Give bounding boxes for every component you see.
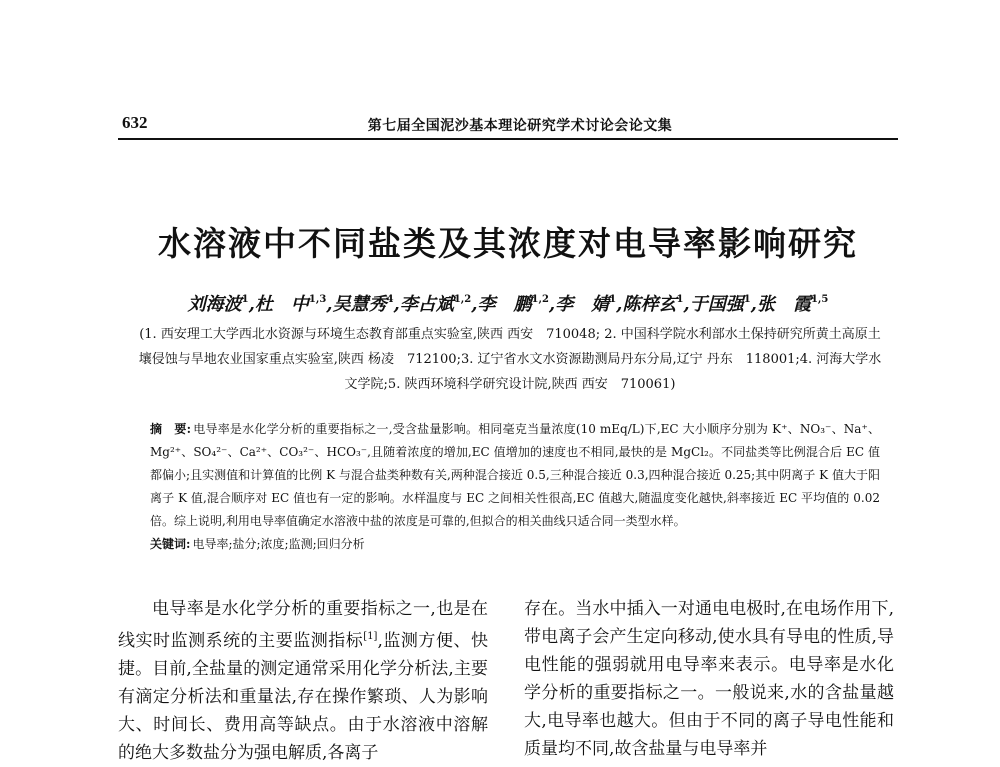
author bbox=[622, 294, 683, 315]
author bbox=[757, 294, 828, 315]
author-name: 李 婧 bbox=[555, 294, 610, 315]
author-list: 刘海波$^1$,杜 中$^{1,3}$,吴慧秀$^4$,李占斌$^{1,2}$,李 鹏$^{1,2}$,李 婧$^1$,陈梓玄$^1$,于国强$^1$,张 霞$^{1,5}$ bbox=[187, 294, 829, 315]
author-affiliation-mark: 1,5 bbox=[810, 294, 829, 305]
page-number: 632 bbox=[122, 113, 148, 132]
author-affiliation-mark: 1,3 bbox=[308, 294, 327, 305]
author-name: 杜 中 bbox=[254, 294, 309, 315]
author bbox=[333, 294, 394, 315]
author-affiliation-mark: 1 bbox=[241, 294, 249, 305]
keywords-text: 电导率;盐分;浓度;监测;回归分析 bbox=[192, 537, 365, 551]
citation-reference: [1] bbox=[363, 631, 378, 642]
author-name: 吴慧秀 bbox=[332, 294, 387, 315]
affiliations: (1. 西安理工大学西北水资源与环境生态教育部重点实验室,陕西 西安 710048; 2. 中国科学院水利部水土保持研究所黄土高原土壤侵蚀与旱地农业国家重点实验室,陕西 杨凌 712100;3. 辽宁省水文水资源勘测局丹东分局,辽宁 丹东 118001;4. 河海大学水文学院;5. 陕西环境科学研究设计院,陕西 西安 710061) bbox=[138, 327, 882, 392]
author-name: 刘海波 bbox=[187, 294, 242, 315]
author bbox=[400, 294, 471, 315]
body-text: ,监测方便、快捷。目前,全盐量的测定通常采用化学分析法,主要有滴定分析法和重量法,存在操作繁琐、人为影响大、时间长、费用高等缺点。由于水溶液中溶解的绝大多数盐分为强电解质,各离子 bbox=[118, 631, 488, 763]
author-affiliation-mark: 1 bbox=[676, 294, 684, 305]
body-column-left bbox=[118, 595, 488, 767]
body-text: 电导率是水化学分析的重要指标之一,也是在线实时监测系统的主要监测指标 bbox=[118, 599, 488, 651]
abstract-text: 电导率是水化学分析的重要指标之一,受含盐量影响。相同毫克当量浓度(10 mEq/L)下,EC 大小顺序分别为 K⁺、NO₃⁻、Na⁺、Mg²⁺、SO₄²⁻、Ca²⁺、CO₃²⁻、HCO₃⁻,且随着浓度的增加,EC 值增加的速度也不相同,最快的是 MgCl₂。不同盐类等比例混合后 EC 值都偏小;且实测值和计算值的比例 K 与混合盐类种数有关,两种混合接近 0.5,三种混合接近 0.3,四种混合接近 0.25;其中阴离子 K 值大于阳离子 K 值,混合顺序对 EC 值也有一定的影响。水样温度与 EC 之间相关性很高,EC 值越大,随温度变化越快,斜率接近 EC 平均值的 0.02 倍。综上说明,利用电导率值确定水溶液中盐的浓度是可靠的,但拟合的相关曲线只适合同一类型水样。 bbox=[150, 422, 880, 528]
header-rule bbox=[118, 138, 898, 140]
author-affiliation-mark: 4 bbox=[386, 294, 394, 305]
author-name: 张 霞 bbox=[756, 294, 811, 315]
running-header: 第七届全国泥沙基本理论研究学术讨论会论文集 bbox=[367, 118, 673, 134]
keywords bbox=[150, 533, 880, 556]
author bbox=[188, 294, 249, 315]
paper-title: 水溶液中不同盐类及其浓度对电导率影响研究 bbox=[158, 224, 858, 263]
body-column-right: 存在。当水中插入一对通电电极时,在电场作用下,带电离子会产生定向移动,使水具有导电的性质,导电性能的强弱就用电导率来表示。电导率是水化学分析的重要指标之一。一般说来,水的含盐量越大,电导率也越大。但由于不同的离子导电性能和质量均不同,故含盐量与电导率并 bbox=[524, 599, 894, 759]
author-affiliation-mark: 1 bbox=[743, 294, 751, 305]
author-name: 李占斌 bbox=[399, 294, 454, 315]
author-name: 于国强 bbox=[689, 294, 744, 315]
author bbox=[255, 294, 326, 315]
abstract-paragraph bbox=[150, 418, 880, 533]
author-affiliation-mark: 1,2 bbox=[531, 294, 549, 305]
author-affiliation-mark: 1,2 bbox=[453, 294, 472, 305]
author-affiliation-mark: 1 bbox=[609, 294, 617, 305]
keywords-label: 关键词: bbox=[150, 537, 191, 551]
author bbox=[478, 294, 549, 315]
author bbox=[690, 294, 751, 315]
author-name: 陈梓玄 bbox=[622, 294, 677, 315]
abstract-label: 摘 要: bbox=[150, 422, 192, 436]
author bbox=[555, 294, 616, 315]
author-name: 李 鹏 bbox=[477, 294, 532, 315]
abstract bbox=[150, 418, 880, 556]
